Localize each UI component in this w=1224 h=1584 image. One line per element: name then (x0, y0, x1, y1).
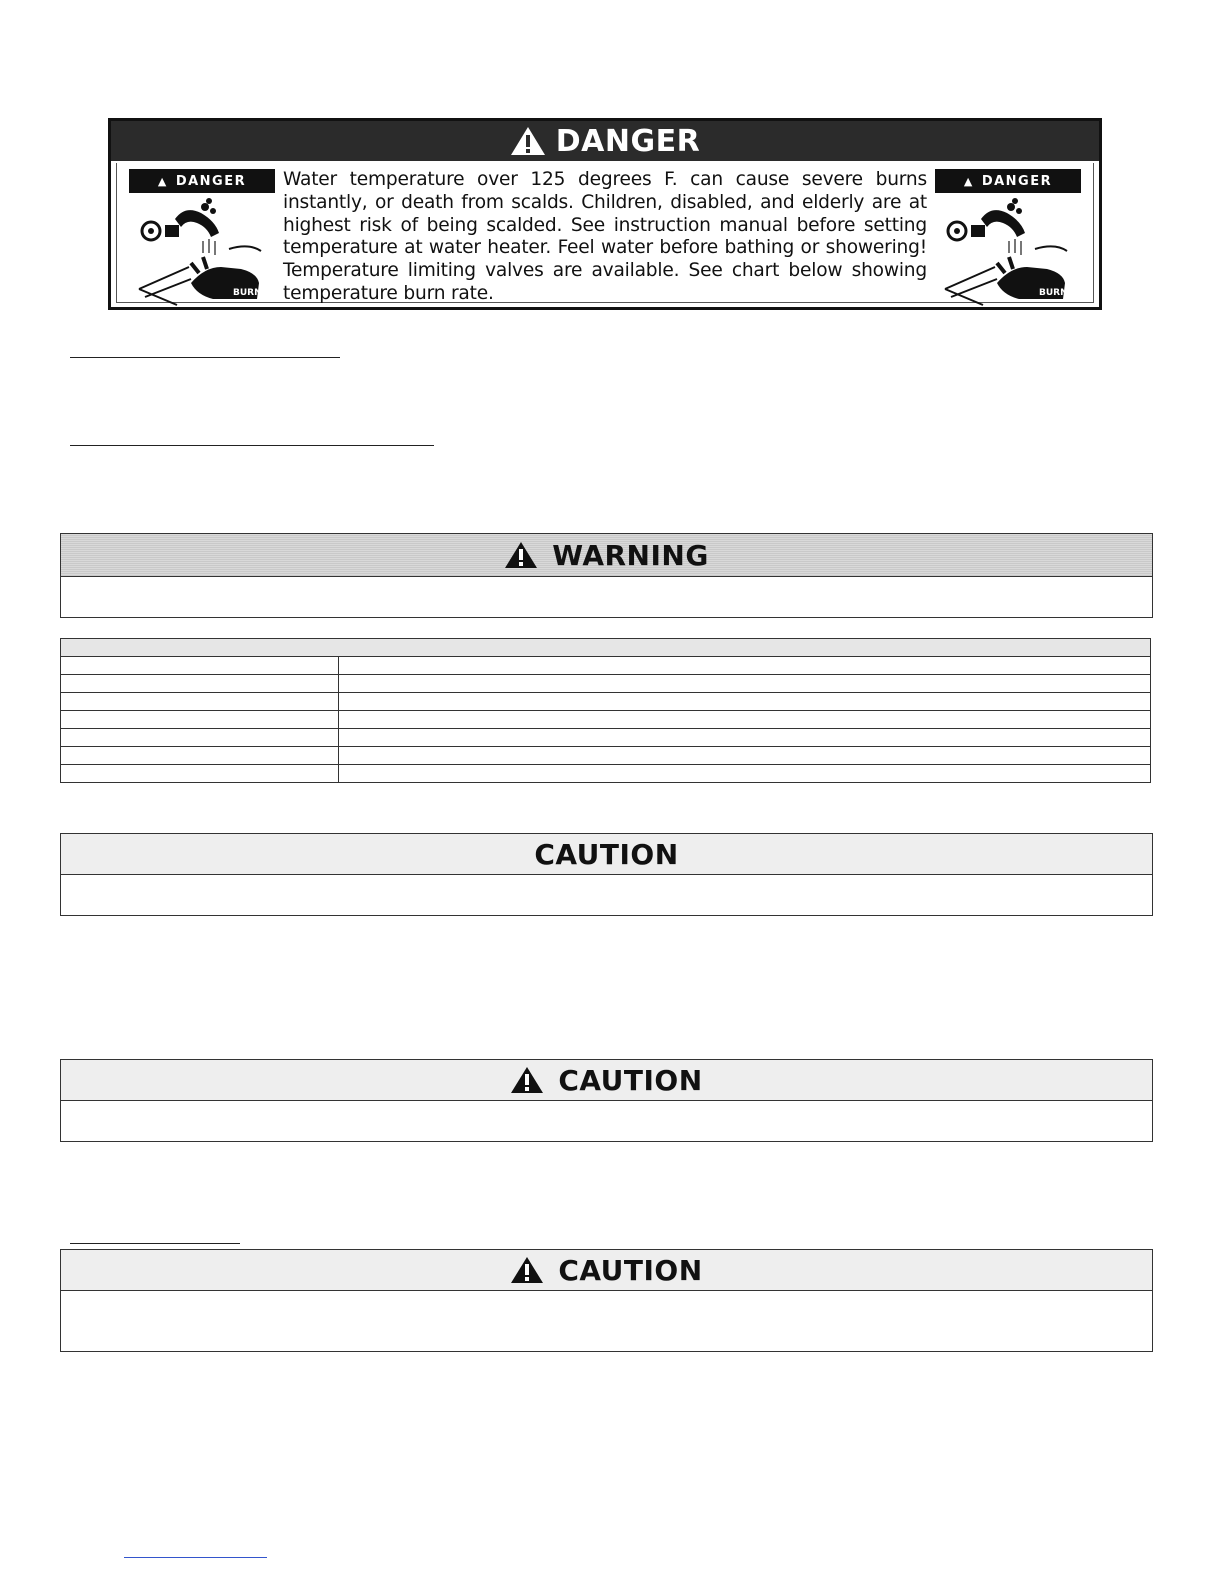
warning-box (60, 533, 1153, 618)
table-row (61, 711, 1151, 729)
danger-label (108, 118, 1102, 310)
section-heading-underline-2 (70, 445, 434, 446)
table-cell (339, 765, 1151, 783)
caution-title-1: CAUTION (534, 837, 679, 871)
scald-hand-faucet-icon (935, 197, 1081, 307)
table-cell (339, 711, 1151, 729)
caution-box-1 (60, 833, 1153, 916)
footer-link-underline[interactable] (124, 1557, 267, 1558)
table-cell (61, 657, 339, 675)
danger-header (111, 121, 1099, 161)
scald-hand-faucet-icon (129, 197, 275, 307)
warning-title: WARNING (552, 538, 709, 572)
table-header-cell (61, 639, 1151, 657)
table-row (61, 675, 1151, 693)
table-cell (339, 693, 1151, 711)
small-triangle-icon: ▲ (157, 174, 168, 188)
danger-warning-text: Water temperature over 125 degrees F. can cause severe burns instantly, or death from scalds. Children, disabled, and elderly are at highest risk of being scalded. See instruction manual before setting temperature at water heater. Feel water before bathing or showering! Temperature limiting valves are available. See chart below showing temperature burn rate. (283, 169, 927, 304)
table-cell (339, 675, 1151, 693)
table-cell (339, 657, 1151, 675)
table-cell (61, 693, 339, 711)
warning-triangle-icon (510, 1066, 544, 1094)
section-heading-underline-3 (70, 1243, 240, 1244)
caution-header-1 (61, 834, 1152, 875)
table-cell (61, 675, 339, 693)
mini-danger-label: DANGER (175, 173, 247, 189)
table-cell (61, 765, 339, 783)
burn-word: BURN (233, 288, 262, 298)
table-cell (339, 747, 1151, 765)
caution-header-2 (61, 1060, 1152, 1101)
danger-title: DANGER (555, 123, 701, 159)
caution-title-2: CAUTION (558, 1063, 703, 1097)
caution-header-3 (61, 1250, 1152, 1291)
warning-triangle-icon (504, 541, 538, 569)
warning-triangle-icon (510, 126, 546, 156)
table-cell (61, 711, 339, 729)
table-row (61, 729, 1151, 747)
mini-danger-badge (129, 169, 275, 193)
table-row (61, 765, 1151, 783)
burn-word: BURN (1039, 288, 1068, 298)
table-cell (61, 747, 339, 765)
caution-box-2 (60, 1059, 1153, 1142)
section-heading-underline-1 (70, 357, 340, 358)
small-triangle-icon: ▲ (963, 174, 974, 188)
danger-side-panel-right (935, 169, 1081, 309)
mini-danger-badge (935, 169, 1081, 193)
danger-body (116, 163, 1094, 303)
warning-triangle-icon (510, 1256, 544, 1284)
table-header-row (61, 639, 1151, 657)
warning-header (61, 534, 1152, 577)
table-row (61, 657, 1151, 675)
danger-side-panel-left (129, 169, 275, 309)
burn-rate-table (60, 638, 1151, 783)
caution-box-3 (60, 1249, 1153, 1352)
table-row (61, 747, 1151, 765)
table-row (61, 693, 1151, 711)
table-cell (339, 729, 1151, 747)
caution-title-3: CAUTION (558, 1253, 703, 1287)
mini-danger-label: DANGER (981, 173, 1053, 189)
table-cell (61, 729, 339, 747)
